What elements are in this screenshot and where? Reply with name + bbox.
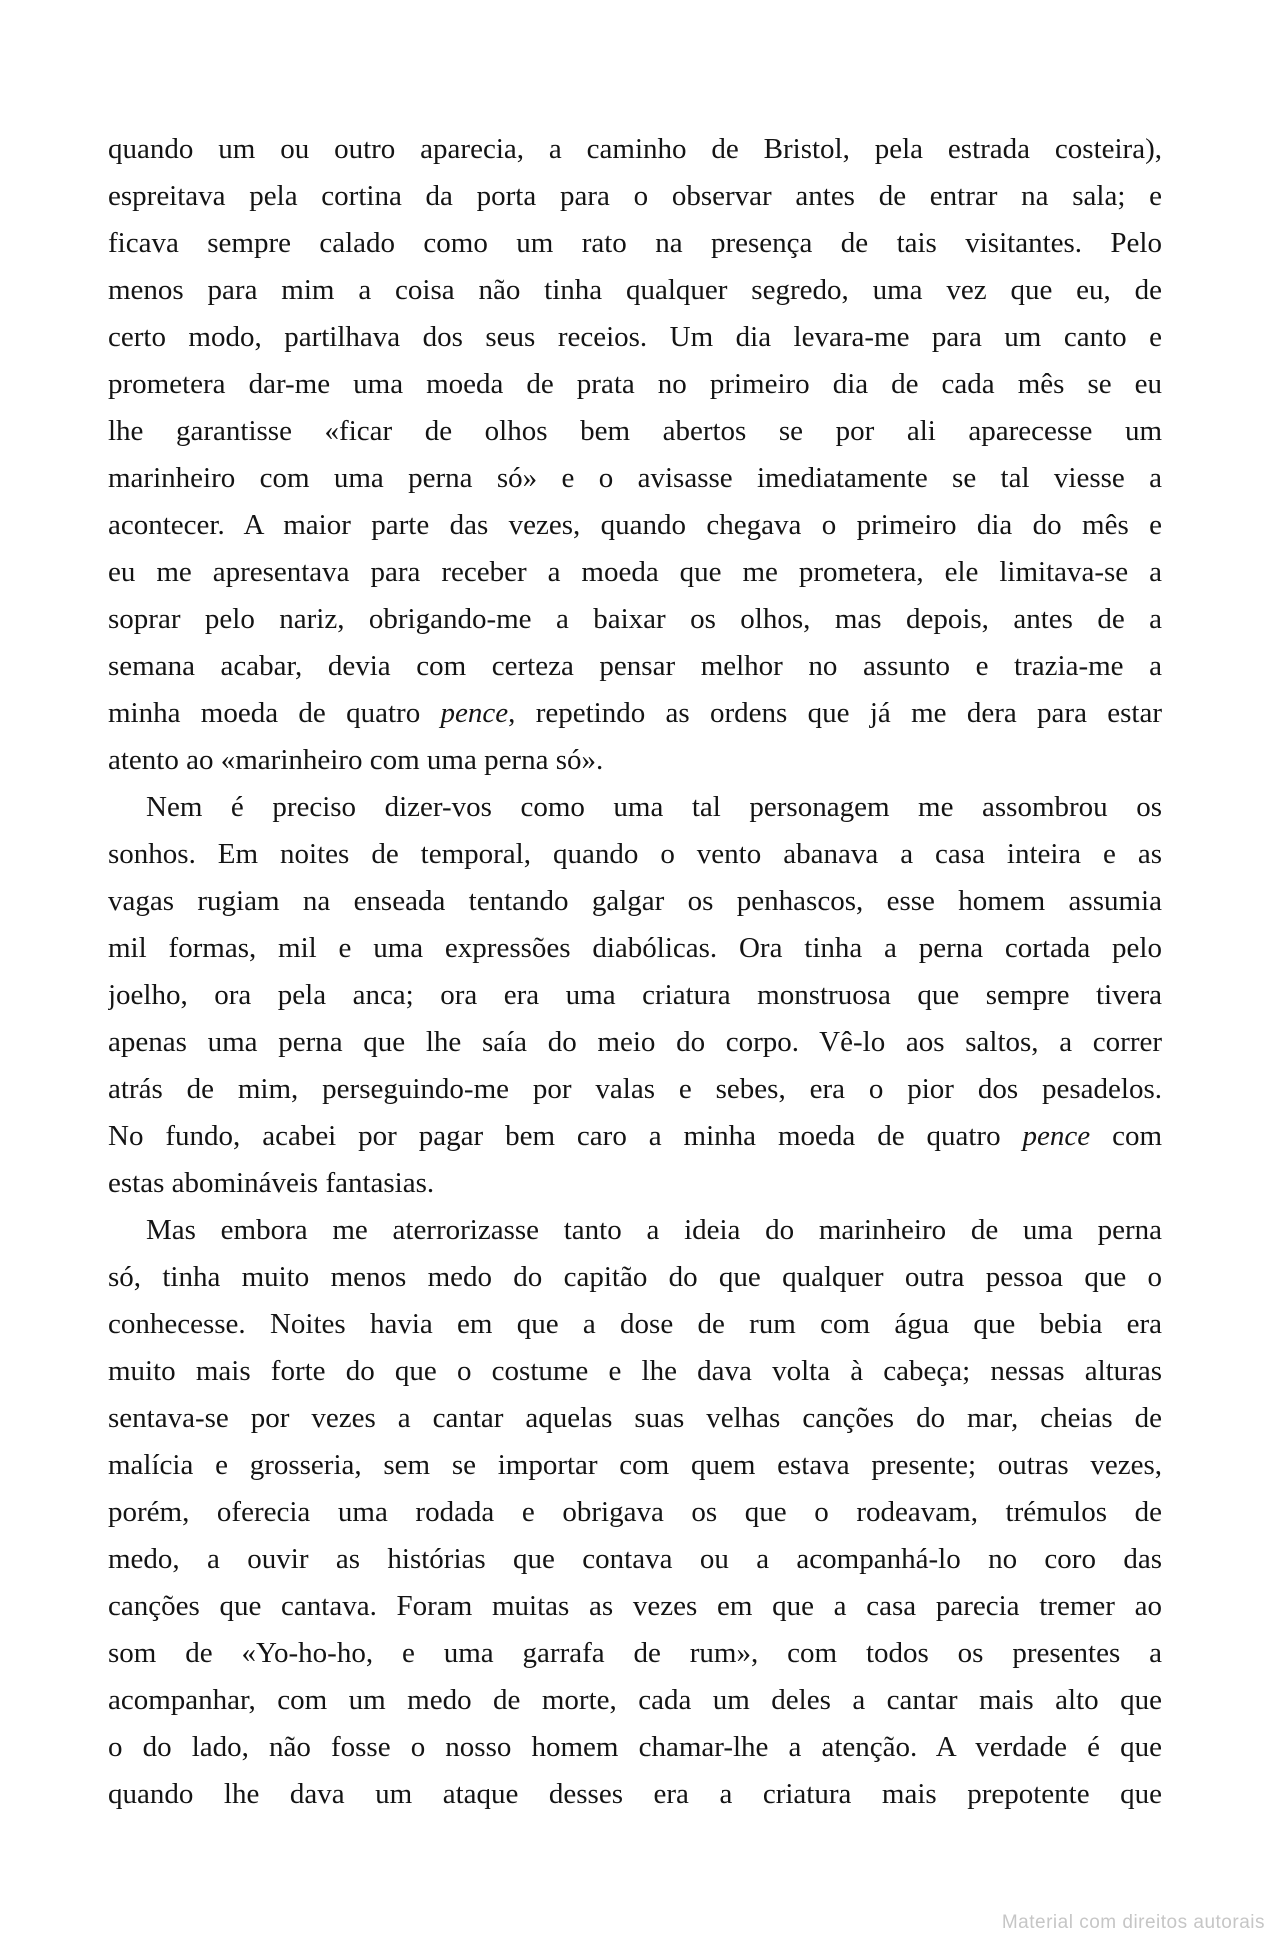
text-line: certo modo, partilhava dos seus receios. Um dia levara-me para um canto e xyxy=(108,321,1162,353)
text-line: apenas uma perna que lhe saía do meio do corpo. Vê-lo aos saltos, a correr xyxy=(108,1026,1162,1058)
text-line: canções que cantava. Foram muitas as vezes em que a casa parecia tremer ao xyxy=(108,1590,1162,1622)
text-line: acontecer. A maior parte das vezes, quando chegava o primeiro dia do mês e xyxy=(108,509,1162,541)
text-line: malícia e grosseria, sem se importar com quem estava presente; outras vezes, xyxy=(108,1449,1162,1481)
text-line: acompanhar, com um medo de morte, cada um deles a cantar mais alto que xyxy=(108,1684,1162,1716)
text-line: medo, a ouvir as histórias que contava ou a acompanhá-lo no coro das xyxy=(108,1543,1162,1575)
text-line: vagas rugiam na enseada tentando galgar os penhascos, esse homem assumia xyxy=(108,885,1162,917)
text-line: soprar pelo nariz, obrigando-me a baixar os olhos, mas depois, antes de a xyxy=(108,603,1162,635)
text-line: muito mais forte do que o costume e lhe dava volta à cabeça; nessas alturas xyxy=(108,1355,1162,1387)
text-segment: com xyxy=(1090,1120,1162,1152)
text-line: prometera dar-me uma moeda de prata no primeiro dia de cada mês se eu xyxy=(108,368,1162,400)
text-line: atento ao «marinheiro com uma perna só». xyxy=(108,744,604,776)
italic-term: pence xyxy=(440,697,509,729)
text-line: Nem é preciso dizer-vos como uma tal personagem me assombrou os xyxy=(146,791,1162,823)
page-text-block xyxy=(108,126,1162,1818)
text-segment: , repetindo as ordens que já me dera para estar xyxy=(508,697,1162,729)
text-line: atrás de mim, perseguindo-me por valas e sebes, era o pior dos pesadelos. xyxy=(108,1073,1162,1105)
text-line: marinheiro com uma perna só» e o avisasse imediatamente se tal viesse a xyxy=(108,462,1162,494)
text-line: eu me apresentava para receber a moeda que me prometera, ele limitava-se a xyxy=(108,556,1162,588)
text-line: sonhos. Em noites de temporal, quando o vento abanava a casa inteira e as xyxy=(108,838,1162,870)
text-line: joelho, ora pela anca; ora era uma criatura monstruosa que sempre tivera xyxy=(108,979,1162,1011)
copyright-watermark: Material com direitos autorais xyxy=(1001,1912,1265,1933)
text-line: só, tinha muito menos medo do capitão do que qualquer outra pessoa que o xyxy=(108,1261,1162,1293)
text-line: semana acabar, devia com certeza pensar melhor no assunto e trazia-me a xyxy=(108,650,1162,682)
text-line: sentava-se por vezes a cantar aquelas suas velhas canções do mar, cheias de xyxy=(108,1402,1162,1434)
text-line: conhecesse. Noites havia em que a dose de rum com água que bebia era xyxy=(108,1308,1162,1340)
text-line: espreitava pela cortina da porta para o observar antes de entrar na sala; e xyxy=(108,180,1162,212)
text-line xyxy=(108,690,1162,737)
text-line: mil formas, mil e uma expressões diabólicas. Ora tinha a perna cortada pelo xyxy=(108,932,1162,964)
text-line: porém, oferecia uma rodada e obrigava os que o rodeavam, trémulos de xyxy=(108,1496,1162,1528)
text-line: lhe garantisse «ficar de olhos bem abertos se por ali aparecesse um xyxy=(108,415,1162,447)
text-line: ficava sempre calado como um rato na presença de tais visitantes. Pelo xyxy=(108,227,1162,259)
text-line xyxy=(108,1113,1162,1160)
text-line: o do lado, não fosse o nosso homem chamar-lhe a atenção. A verdade é que xyxy=(108,1731,1162,1763)
text-line: quando um ou outro aparecia, a caminho de Bristol, pela estrada costeira), xyxy=(108,133,1162,165)
text-line: Mas embora me aterrorizasse tanto a ideia do marinheiro de uma perna xyxy=(146,1214,1162,1246)
text-line: quando lhe dava um ataque desses era a criatura mais prepotente que xyxy=(108,1778,1162,1810)
text-line: menos para mim a coisa não tinha qualquer segredo, uma vez que eu, de xyxy=(108,274,1162,306)
text-line: estas abomináveis fantasias. xyxy=(108,1167,435,1199)
text-line: som de «Yo-ho-ho, e uma garrafa de rum», com todos os presentes a xyxy=(108,1637,1162,1669)
text-segment: minha moeda de quatro xyxy=(108,697,441,729)
text-segment: No fundo, acabei por pagar bem caro a minha moeda de quatro xyxy=(108,1120,1023,1152)
italic-term: pence xyxy=(1022,1120,1091,1152)
